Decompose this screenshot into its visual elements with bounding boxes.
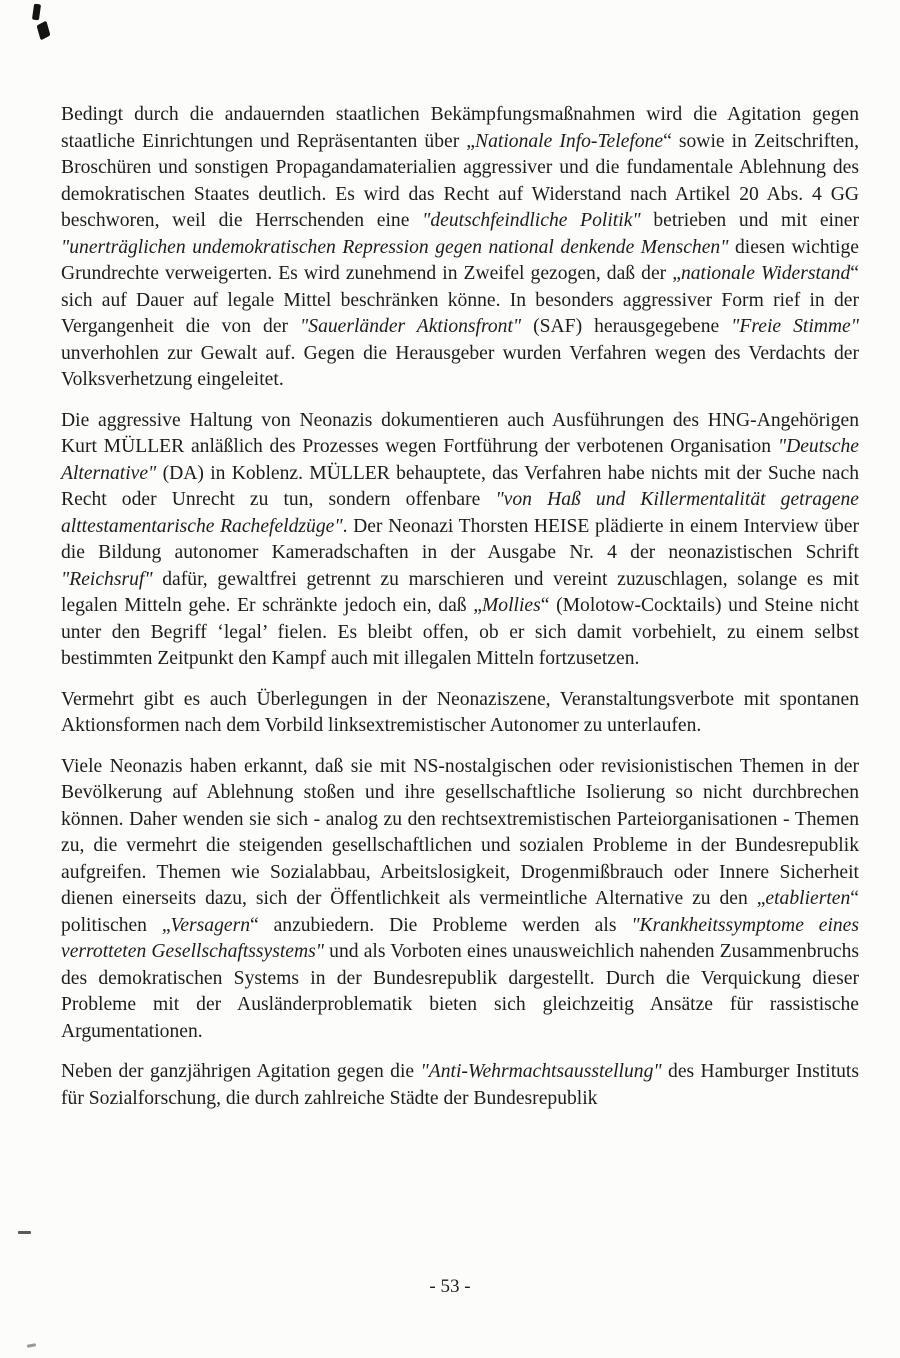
text-run: des Hamburger Instituts für Sozialforschung, die durch zahlreiche Städte der Bundesrepublik — [61, 1061, 859, 1109]
italic-run: "unerträglichen undemokratischen Repression gegen national denkende Menschen" — [61, 236, 729, 258]
paragraph — [61, 687, 859, 740]
text-run: Viele Neonazis haben erkannt, daß sie mit NS-nostalgischen oder revisionistischen Themen in der Bevölkerung auf Ablehnung stoßen und ihre gesellschaftliche Isolierung so nicht durchbrechen können. Daher wenden sie sich - analog zu den rechtsextremistischen Parteiorganisationen - Themen zu, die vermehrt die steigenden gesellschaftlichen und sozialen Probleme in der Bundesrepublik aufgreifen. Themen wie Sozialabbau, Arbeitslosigkeit, Drogenmißbrauch oder Innere Sicherheit dienen einerseits dazu, sich der Öffentlichkeit als vermeintliche Alternative zu den „ — [61, 755, 859, 909]
scan-artifact — [32, 4, 41, 21]
paragraph — [61, 754, 859, 1046]
italic-run: Mollies — [481, 595, 541, 616]
text-run: “ (Molotow-Cocktails) und Steine nicht unter den Begriff ‘legal’ fielen. Es bleibt offen, ob er sich damit vorbehielt, zu einem selbst bestimmten Zeitpunkt den Kampf auch mit illegalen Mitteln fortzusetzen. — [61, 595, 860, 669]
text-run: Die aggressive Haltung von Neonazis dokumentieren auch Ausführungen des HNG-Angehörigen Kurt MÜLLER anläßlich des Prozesses wegen Fortführung der verbotenen Organisation — [61, 409, 859, 457]
text-run: unverhohlen zur Gewalt auf. Gegen die Herausgeber wurden Verfahren wegen des Verdachts der Volksverhetzung eingeleitet. — [61, 342, 859, 390]
paragraphs — [61, 102, 859, 1112]
text-run: “ sich auf Dauer auf legale Mittel beschränken könne. In besonders aggressiver Form rief in der Vergangenheit die von der — [61, 263, 859, 337]
paragraph — [61, 408, 859, 673]
text-run: und als Vorboten eines unausweichlich nahenden Zusammenbruchs des demokratischen Systems in der Bundesrepublik dargestellt. Durch die Verquickung dieser Probleme mit der Ausländerproblematik bieten sich gleichzeitig Ansätze für rassistische Argumentationen. — [61, 941, 859, 1042]
italic-run: nationale Widerstand — [680, 263, 851, 284]
paragraph — [61, 1059, 859, 1112]
text-run: Bedingt durch die andauernden staatlichen Bekämpfungsmaßnahmen wird die Agitation gegen staatliche Einrichtungen und Repräsentanten über „ — [61, 104, 859, 152]
text-run: Vermehrt gibt es auch Überlegungen in der Neonaziszene, Veranstaltungsverbote mit spontanen Aktionsformen nach dem Vorbild linksextremistischer Autonomer zu unterlaufen. — [61, 688, 859, 736]
italic-run: Versagern — [170, 914, 251, 936]
scan-artifact — [27, 1343, 36, 1348]
text-run: . Der Neonazi Thorsten HEISE plädierte in einem Interview über die Bildung autonomer Kameradschaften in der Ausgabe Nr. 4 der neonazistischen Schrift — [61, 515, 859, 563]
text-run: betrieben und mit einer — [640, 210, 860, 231]
text-run: Neben der ganzjährigen Agitation gegen die — [61, 1061, 421, 1082]
page-number: - 53 - — [429, 1276, 471, 1297]
italic-run: "deutschfeindliche Politik" — [422, 210, 641, 231]
italic-run: Nationale Info-Telefone — [475, 130, 664, 152]
italic-run: "Anti-Wehrmachtsausstellung" — [420, 1061, 662, 1082]
text-run: (DA) in Koblenz. MÜLLER behauptete, das Verfahren habe nichts mit der Suche nach Recht oder Unrecht zu tun, sondern offenbare — [61, 462, 859, 510]
italic-run: "Deutsche Alternative" — [61, 436, 859, 484]
italic-run: "Krankheitssymptome eines verrotteten Gesellschaftssystems" — [61, 914, 860, 962]
text-run: dafür, gewaltfrei getrennt zu marschieren und vereint zuzuschlagen, solange es mit legalen Mitteln gehe. Er schränkte jedoch ein, daß „ — [61, 568, 859, 616]
scan-artifact — [37, 21, 51, 41]
scan-artifact — [18, 1231, 31, 1234]
text-run: “ politischen „ — [61, 888, 859, 936]
italic-run: "von Haß und Killermentalität getragene alttestamentarische Rachefeldzüge" — [61, 489, 860, 537]
text-run: “ anzubiedern. Die Probleme werden als — [250, 914, 632, 936]
text-run: diesen wichtige Grundrechte verweigerten. Es wird zunehmend in Zweifel gezogen, daß der „ — [61, 236, 859, 284]
italic-run: "Freie Stimme" — [731, 316, 859, 337]
italic-run: "Sauerländer Aktionsfront" — [300, 316, 522, 337]
italic-run: "Reichsruf" — [61, 568, 153, 590]
body-text — [61, 102, 859, 1126]
italic-run: etablierten — [765, 888, 851, 909]
text-run: “ sowie in Zeitschriften, Broschüren und sonstigen Propagandamaterialien aggressiver und die fundamentale Ablehnung des demokratischen Staates deutlich. Es wird das Recht auf Widerstand nach Artikel 20 Abs. 4 GG beschworen, weil die Herrschenden eine — [61, 130, 859, 231]
text-run: (SAF) herausgegebene — [521, 316, 732, 337]
paragraph — [61, 102, 859, 394]
